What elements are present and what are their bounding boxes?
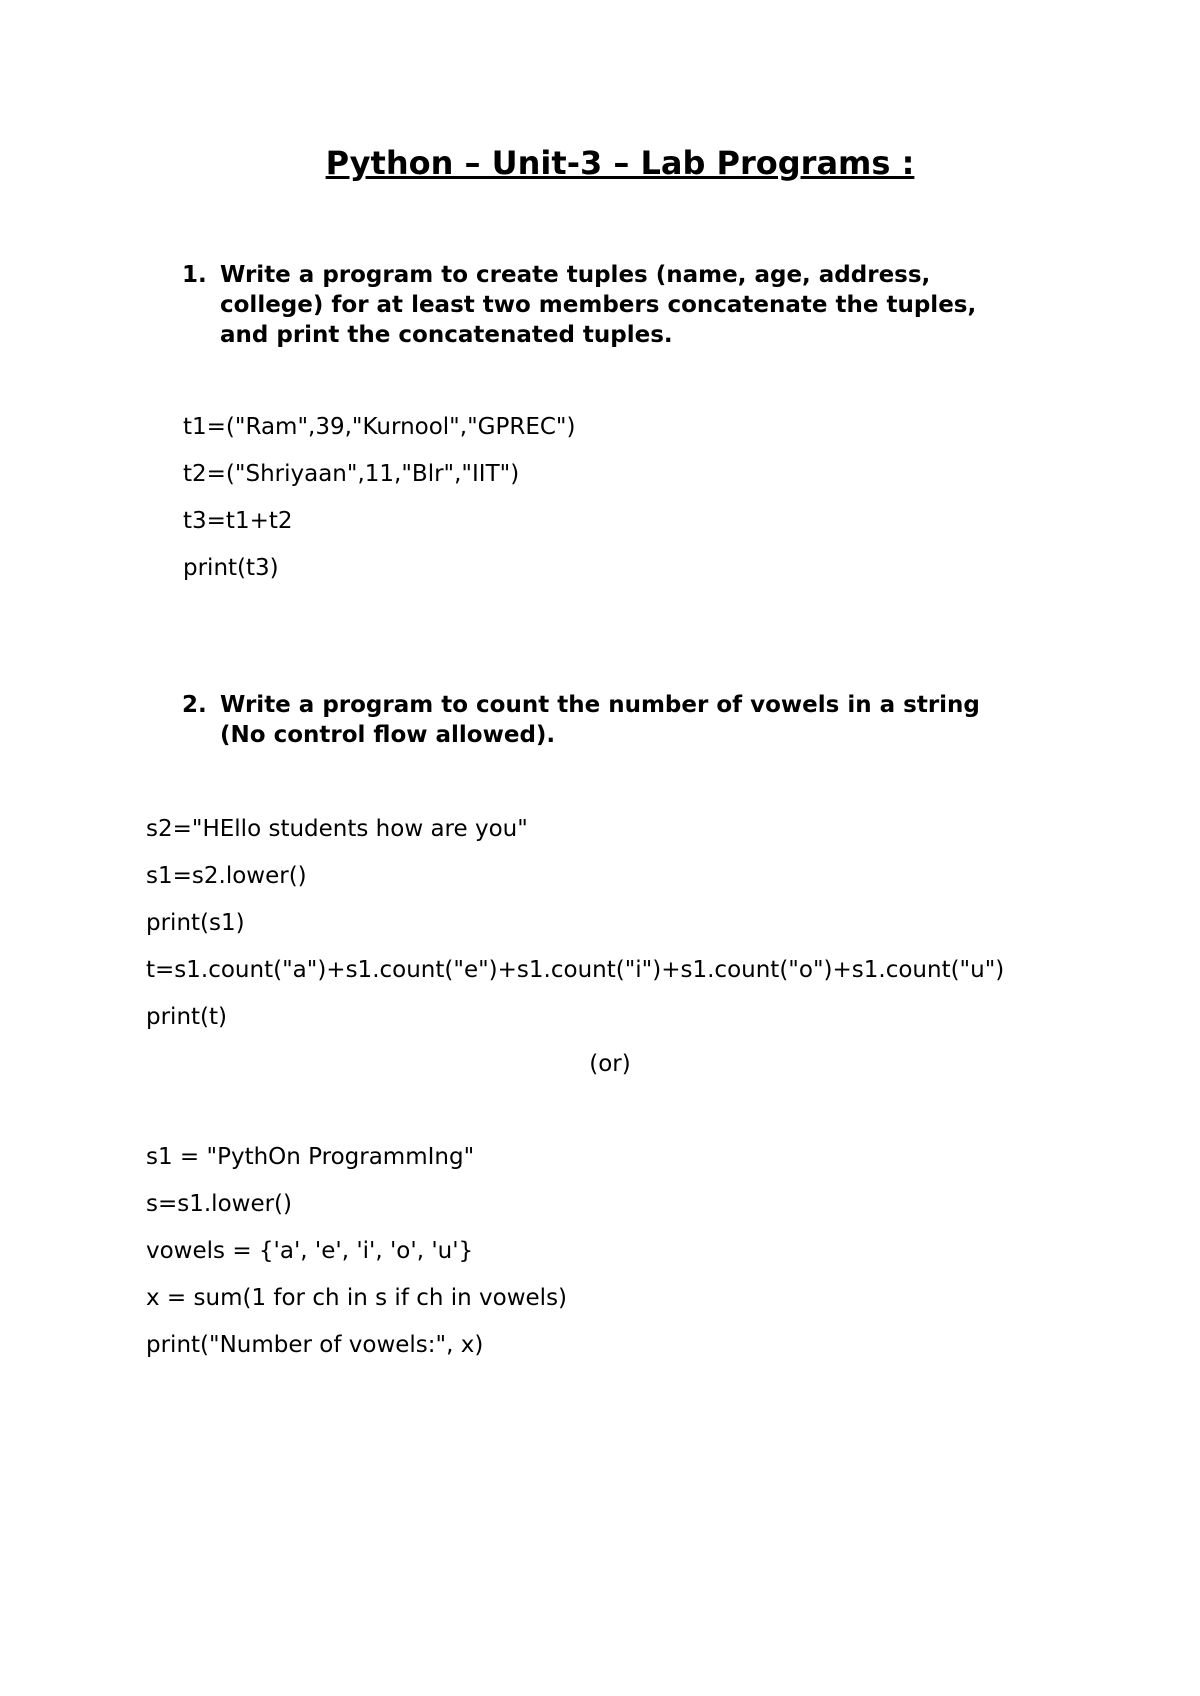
- code-line: s1=s2.lower(): [146, 863, 307, 889]
- question-number: 2.: [182, 692, 207, 718]
- code-line: s2="HEllo students how are you": [146, 816, 528, 842]
- or-separator: (or): [589, 1051, 631, 1077]
- question-line: Write a program to count the number of vowels in a string: [220, 692, 980, 718]
- code-line: t3=t1+t2: [183, 508, 293, 534]
- question-number: 1.: [182, 262, 207, 288]
- code-line: x = sum(1 for ch in s if ch in vowels): [146, 1285, 568, 1311]
- question-line: (No control flow allowed).: [220, 722, 556, 748]
- code-line: s1 = "PythOn ProgrammIng": [146, 1144, 475, 1170]
- page-title: Python – Unit-3 – Lab Programs :: [325, 144, 915, 182]
- code-line: print(t): [146, 1004, 228, 1030]
- code-line: s=s1.lower(): [146, 1191, 293, 1217]
- code-line: t=s1.count("a")+s1.count("e")+s1.count("i")+s1.count("o")+s1.count("u"): [146, 957, 1005, 983]
- code-line: print(t3): [183, 555, 279, 581]
- question-text: [220, 260, 1040, 350]
- code-line: t2=("Shriyaan",11,"Blr","IIT"): [183, 461, 520, 487]
- question-line: and print the concatenated tuples.: [220, 322, 673, 348]
- code-line: print(s1): [146, 910, 245, 936]
- question-line: Write a program to create tuples (name, age, address,: [220, 262, 931, 288]
- question-line: college) for at least two members concatenate the tuples,: [220, 292, 977, 318]
- question-text: [220, 690, 1040, 750]
- code-line: vowels = {'a', 'e', 'i', 'o', 'u'}: [146, 1238, 474, 1264]
- code-line: t1=("Ram",39,"Kurnool","GPREC"): [183, 414, 576, 440]
- code-line: print("Number of vowels:", x): [146, 1332, 484, 1358]
